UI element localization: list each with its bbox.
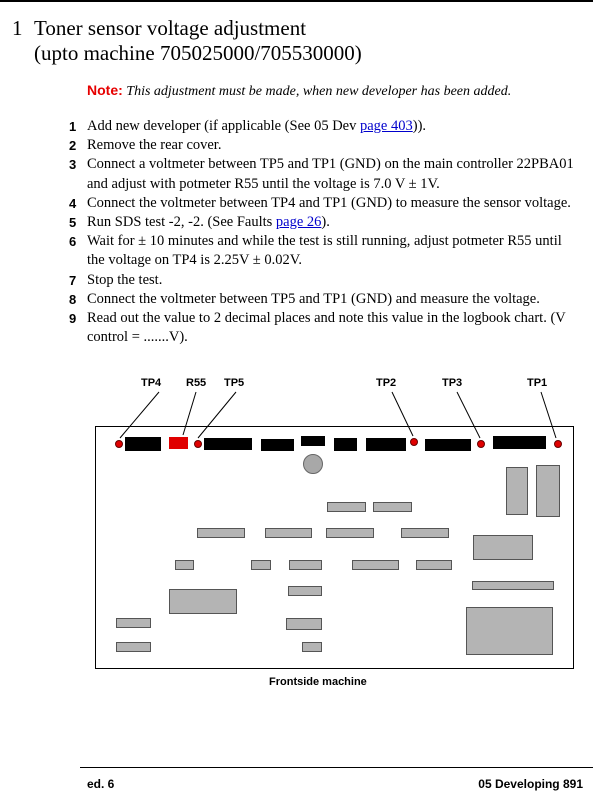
tp1-label: TP1 xyxy=(527,377,548,389)
note-label: Note: xyxy=(87,82,123,98)
bottom-rule xyxy=(80,767,593,768)
step-number: 9 xyxy=(69,311,77,327)
section-number: 1 xyxy=(12,16,23,40)
step-number: 3 xyxy=(69,157,77,173)
step-text: Connect a voltmeter between TP5 and TP1 (GND) on the main controller 22PBA01 and adjust with potmeter R55 until the voltage is 7.0 V ± 1V. xyxy=(87,156,574,192)
tp5-label: TP5 xyxy=(224,377,245,389)
diagram-caption: Frontside machine xyxy=(269,676,367,688)
step-number: 8 xyxy=(69,291,77,307)
step-number: 1 xyxy=(69,119,77,134)
step-text: Connect the voltmeter between TP4 and TP1 (GND) to measure the sensor voltage. xyxy=(87,194,571,211)
section-subtitle: (upto machine 705025000/705530000) xyxy=(34,41,362,65)
note-text: This adjustment must be made, when new developer has been added. xyxy=(126,84,512,99)
step-number: 5 xyxy=(69,215,77,231)
tp2-label: TP2 xyxy=(376,377,397,389)
tp3-label: TP3 xyxy=(442,377,463,389)
step-text: )). xyxy=(412,118,427,134)
page-footer: 05 Developing 891 xyxy=(478,777,583,791)
step-number: 7 xyxy=(69,272,77,288)
step-text: Add new developer (if applicable (See 05 Dev xyxy=(87,118,360,134)
step-number: 2 xyxy=(69,138,77,154)
step-text: Stop the test. xyxy=(87,271,163,288)
step-text: Run SDS test -2, -2. (See Faults xyxy=(87,214,276,231)
tp4-label: TP4 xyxy=(141,377,162,389)
step-number: 6 xyxy=(69,234,77,250)
section-title: Toner sensor voltage adjustment xyxy=(34,16,307,40)
step-text: ). xyxy=(321,214,330,231)
step-text: Connect the voltmeter between TP5 and TP1 (GND) and measure the voltage. xyxy=(87,290,540,307)
step-number: 4 xyxy=(69,195,77,211)
page-26-link[interactable]: page 26 xyxy=(275,214,322,231)
step-text: Remove the rear cover. xyxy=(87,137,222,154)
page-403-link[interactable]: page 403 xyxy=(359,118,413,134)
step-text: Wait for ± 10 minutes and while the test is still running, adjust potmeter R55 until the voltage on TP4 is 2.25V ± 0.02V. xyxy=(87,233,562,269)
edition-label: ed. 6 xyxy=(87,777,115,791)
r55-label: R55 xyxy=(186,377,207,389)
step-text: Read out the value to 2 decimal places and note this value in the logbook chart. (V control = .......V). xyxy=(87,310,566,346)
